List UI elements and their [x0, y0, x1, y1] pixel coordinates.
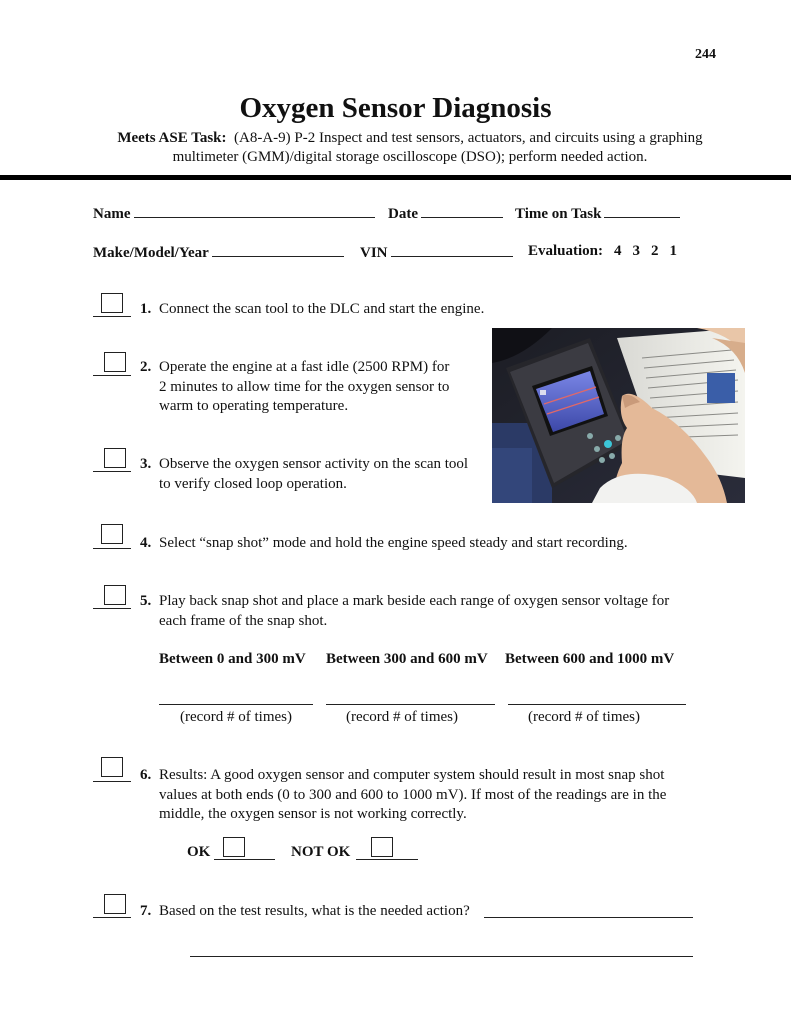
step-3-checkbox-line [93, 471, 131, 472]
step-7-checkbox[interactable] [104, 894, 126, 914]
ase-task-label: Meets ASE Task: [117, 130, 227, 146]
time-on-task-label: Time on Task [515, 206, 602, 222]
time-on-task-blank[interactable] [604, 204, 680, 218]
step-6-line-2: values at both ends (0 to 300 and 600 to 1000 mV). If most of the readings are in the [159, 786, 667, 803]
step-2-line-3: warm to operating temperature. [159, 398, 349, 414]
step-3-line-1: Observe the oxygen sensor activity on the scan tool [159, 456, 469, 472]
step-5-number: 5. [140, 593, 152, 609]
ase-task-line-2: multimeter (GMM)/digital storage oscilloscope (DSO); perform needed action. [172, 149, 648, 165]
step-5-line-1: Play back snap shot and place a mark beside each range of oxygen sensor voltage for [159, 593, 670, 609]
evaluation-score-1[interactable]: 1 [669, 243, 678, 259]
step-2-number: 2. [140, 359, 152, 375]
step-3-line-2: to verify closed loop operation. [159, 475, 347, 492]
range-600-1000-label: Between 600 and 1000 mV [505, 651, 675, 667]
page-title: Oxygen Sensor Diagnosis [239, 92, 552, 124]
not-ok-label: NOT OK [291, 844, 351, 860]
step-4-checkbox[interactable] [101, 524, 123, 544]
name-blank[interactable] [134, 204, 375, 218]
step-6-text [159, 766, 666, 825]
scan-tool-photo [492, 328, 745, 503]
step-4-text [159, 534, 628, 554]
step-6-line-3: middle, the oxygen sensor is not working correctly. [159, 806, 467, 822]
range-0-300-record-note: (record # of times) [179, 709, 293, 725]
step-7-number: 7. [140, 903, 152, 919]
step-1-number: 1. [140, 301, 152, 317]
step-1-checkbox[interactable] [101, 293, 123, 313]
needed-action-line-1[interactable] [484, 917, 693, 918]
step-2-checkbox[interactable] [104, 352, 126, 372]
evaluation-score-2[interactable]: 2 [651, 243, 659, 259]
range-300-600-entry-line[interactable] [326, 704, 495, 705]
step-2-line-2: 2 minutes to allow time for the oxygen sensor to [159, 378, 450, 395]
date-blank[interactable] [421, 204, 503, 218]
step-7-text [159, 902, 470, 922]
step-2-checkbox-line [93, 375, 131, 376]
range-600-1000-entry-line[interactable] [508, 704, 686, 705]
date-field[interactable] [388, 204, 503, 223]
evaluation-score-4[interactable]: 4 [614, 243, 622, 259]
step-2-text [159, 358, 449, 417]
step-2-line-1: Operate the engine at a fast idle (2500 RPM) for [159, 359, 450, 375]
step-3-checkbox[interactable] [104, 448, 126, 468]
vin-field[interactable] [360, 243, 513, 262]
range-0-300-label: Between 0 and 300 mV [159, 651, 306, 667]
ase-task-description [90, 129, 730, 167]
time-on-task-field[interactable] [515, 204, 680, 223]
not-ok-line [356, 859, 418, 860]
ase-task-line-1: (A8-A-9) P-2 Inspect and test sensors, actuators, and circuits using a graphing [234, 130, 703, 146]
ok-line [214, 859, 275, 860]
step-4-number: 4. [140, 535, 152, 551]
step-6-checkbox-line [93, 781, 131, 782]
step-5-checkbox[interactable] [104, 585, 126, 605]
vin-label: VIN [360, 245, 388, 261]
vin-blank[interactable] [391, 243, 513, 257]
name-label: Name [93, 206, 131, 222]
step-5-checkbox-line [93, 608, 131, 609]
page-number: 244 [695, 47, 716, 62]
make-model-year-label: Make/Model/Year [93, 245, 209, 261]
step-5-line-2: each frame of the snap shot. [159, 612, 328, 629]
range-0-300-entry-line[interactable] [159, 704, 313, 705]
ok-checkbox[interactable] [223, 837, 245, 857]
make-model-year-blank[interactable] [212, 243, 344, 257]
step-4-line-1: Select “snap shot” mode and hold the engine speed steady and start recording. [159, 535, 628, 551]
step-1-checkbox-line [93, 316, 131, 317]
ok-label: OK [187, 844, 211, 860]
range-300-600-record-note: (record # of times) [345, 709, 459, 725]
step-1-line-1: Connect the scan tool to the DLC and start the engine. [159, 301, 485, 317]
step-7-line-1: Based on the test results, what is the needed action? [159, 903, 470, 919]
needed-action-line-2[interactable] [190, 956, 693, 957]
step-6-line-1: Results: A good oxygen sensor and computer system should result in most snap shot [159, 767, 665, 783]
step-3-number: 3. [140, 456, 152, 472]
evaluation-label: Evaluation: [528, 243, 604, 259]
step-1-text [159, 300, 484, 320]
step-6-checkbox[interactable] [101, 757, 123, 777]
not-ok-checkbox[interactable] [371, 837, 393, 857]
step-5-text [159, 592, 669, 631]
evaluation-field [528, 243, 677, 260]
step-4-checkbox-line [93, 548, 131, 549]
make-model-year-field[interactable] [93, 243, 344, 262]
evaluation-score-3[interactable]: 3 [632, 243, 641, 259]
step-7-checkbox-line [93, 917, 131, 918]
range-300-600-label: Between 300 and 600 mV [326, 651, 488, 667]
name-field[interactable] [93, 204, 375, 223]
date-label: Date [388, 206, 418, 222]
step-6-number: 6. [140, 767, 152, 783]
range-600-1000-record-note: (record # of times) [527, 709, 641, 725]
header-divider [0, 175, 791, 180]
step-3-text [159, 455, 468, 494]
